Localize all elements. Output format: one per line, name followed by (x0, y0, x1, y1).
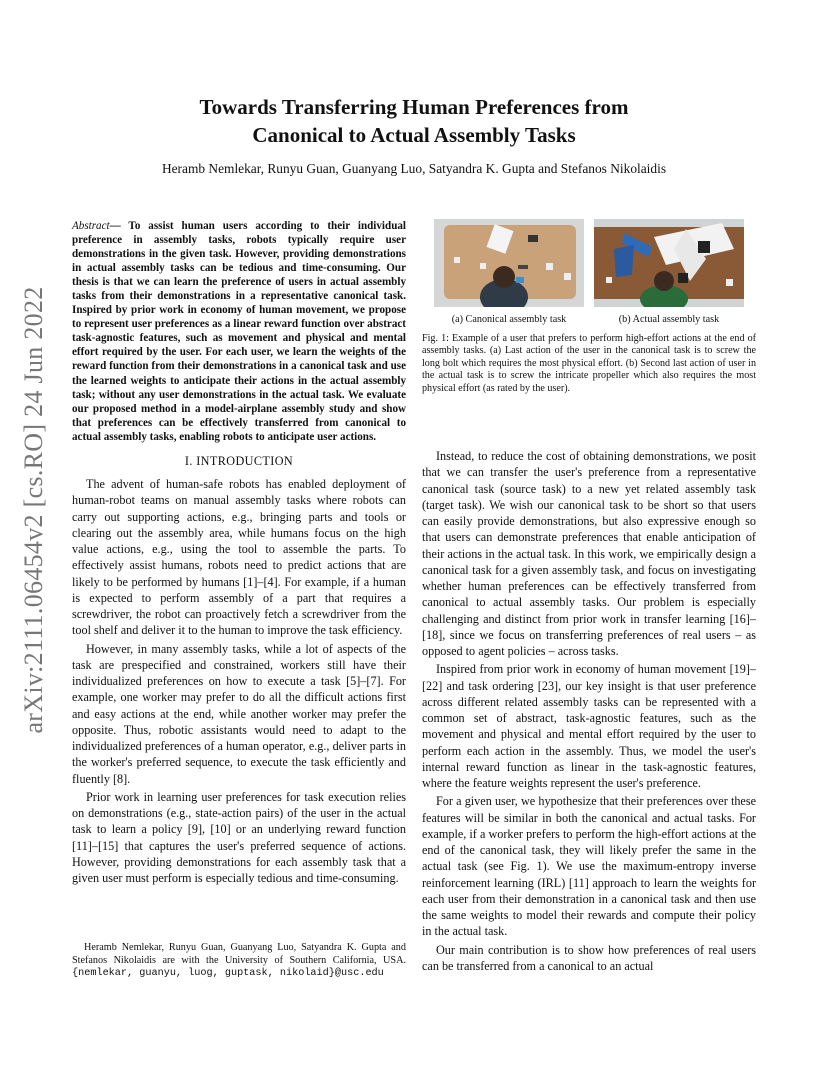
author-emails: {nemlekar, guanyu, luog, guptask, nikolaid}@usc.edu (72, 968, 384, 979)
canonical-task-photo (434, 219, 584, 307)
intro-paragraph-2: However, in many assembly tasks, while a lot of aspects of the task are prespecified and constrained, workers still have their individualized preferences on how to execute a task [5]–[7]. For example, one worker may prefer to do all the difficult actions first and easy actions at the end, while another worker may prefer the opposite. Thus, robotic assistants would need to adapt to the individualized preferences of a human operator, e.g., deliver parts in the worker's preferred sequence, to execute the task efficiently and fluently [8]. (72, 641, 406, 786)
abstract-label: Abstract (72, 220, 110, 232)
right-paragraph-3: For a given user, we hypothesize that their preferences over these features will be similar in both the canonical and actual tasks. For example, if a worker prefers to perform the high-effort actions at the end of the canonical task, they will likely prefer the same in the actual task (see Fig. 1). We use the maximum-entropy inverse reinforcement learning (IRL) [11] approach to learn the weights for each user from their demonstration in a canonical task and then use the same weights to model their rewards and compute their policy in the actual task. (422, 794, 756, 939)
arxiv-identifier: arXiv:2111.06454v2 [cs.RO] 24 Jun 2022 (19, 286, 48, 734)
right-column (422, 448, 756, 974)
intro-paragraph-1: The advent of human-safe robots has enabled deployment of human-robot teams on manual assembly tasks where robots can carry out supporting actions, e.g., bringing parts and tools or clearing out the assembly area, while humans focus on the high value actions, e.g., using the tool to assemble the parts. To effectively assist humans, robots need to predict actions that are likely to be performed by humans [1]–[4]. For example, if a human is expected to perform assembly of a part that requires a screwdriver, the robot can proactively fetch a screwdriver from the tool shelf and deliver it to the human to improve the task efficiency. (72, 477, 406, 638)
left-column (72, 219, 406, 886)
right-paragraph-2: Inspired from prior work in economy of human movement [19]–[22] and task ordering [23], our key insight is that user preference across different related assembly tasks can be represented with a common set of abstract, task-agnostic features, such as the movement and physical and mental effort required by the user to perform each action in the assembly. Thus, we model the user's internal reward function as linear in the task-agnostic features, where the feature weights represent the user's preference. (422, 662, 756, 790)
abstract-text: — To assist human users according to their individual preference in assembly tasks, robots typically require user demonstrations in the given task. However, providing demonstrations in actual assembly tasks can be tedious and time-consuming. Our thesis is that we can learn the preference of users in actual assembly tasks from their demonstrations in a representative canonical task. Inspired by prior work in economy of human movement, we propose to represent user preferences as a linear reward function over abstract task-agnostic features, such as movement and physical and mental effort required by the user. For each user, we learn the weights of the reward function from their demonstrations in a canonical task and use the learned weights to anticipate their actions in the actual assembly task; without any user demonstrations in the actual task. We evaluate our proposed method in a model-airplane assembly study and show that preferences can be effectively transferred from canonical to actual assembly tasks, enabling robots to anticipate user actions. (72, 220, 406, 443)
paper-title (0, 93, 828, 149)
subcaption-a: (a) Canonical assembly task (451, 314, 567, 325)
abstract (72, 219, 406, 444)
title-line-1: Towards Transferring Human Preferences from (199, 95, 629, 119)
actual-task-photo (594, 219, 744, 307)
right-paragraph-1: Instead, to reduce the cost of obtaining demonstrations, we posit that we can transfer the user's preference from a representative canonical task (source task) to a new yet related assembly task (target task). We wish our canonical task to be short so that users can easily provide demonstrations, but also expressive enough so that users can demonstrate preferences that enable anticipation of their actions in the actual task. In this work, we empirically design a canonical task for a given assembly task, and focus on investigating whether human preferences can be effectively transferred from canonical to actual assembly tasks. Our problem is especially challenging and distinct from prior work in transfer learning [16]–[18], since we focus on transferring preferences of real users – as opposed to agent policies – across tasks. (422, 449, 756, 658)
title-line-2: Canonical to Actual Assembly Tasks (252, 123, 576, 147)
author-list: Heramb Nemlekar, Runyu Guan, Guanyang Luo, Satyandra K. Gupta and Stefanos Nikolaidis (161, 161, 667, 176)
intro-paragraph-3: Prior work in learning user preferences for task execution relies on demonstrations (e.g., state-action pairs) of the user in the actual task to learn a policy [9], [10] or an underlying reward function [11]–[15] that captures the user's preferred sequence of actions. However, providing demonstrations for each assembly task that a given user must perform is especially tedious and time-consuming. (72, 789, 406, 885)
right-paragraph-4: Our main contribution is to show how preferences of real users can be transferred from a canonical to an actual (422, 942, 756, 973)
footnote-text: Heramb Nemlekar, Runyu Guan, Guanyang Luo, Satyandra K. Gupta and Stefanos Nikolaidis are with the University of Southern California, USA. (72, 942, 406, 966)
section-heading-introduction: I. INTRODUCTION (184, 453, 294, 468)
author-affiliation-footnote (72, 942, 406, 981)
subcaption-b: (b) Actual assembly task (618, 314, 720, 325)
figure-caption: Fig. 1: Example of a user that prefers to perform high-effort actions at the end of assembly tasks. (a) Last action of the user in the canonical task is to screw the long bolt which requires the most physical effort. (b) Second last action of user in the actual task is to screw the intricate propeller which also requires the most physical effort (as rated by the user). (422, 333, 756, 394)
